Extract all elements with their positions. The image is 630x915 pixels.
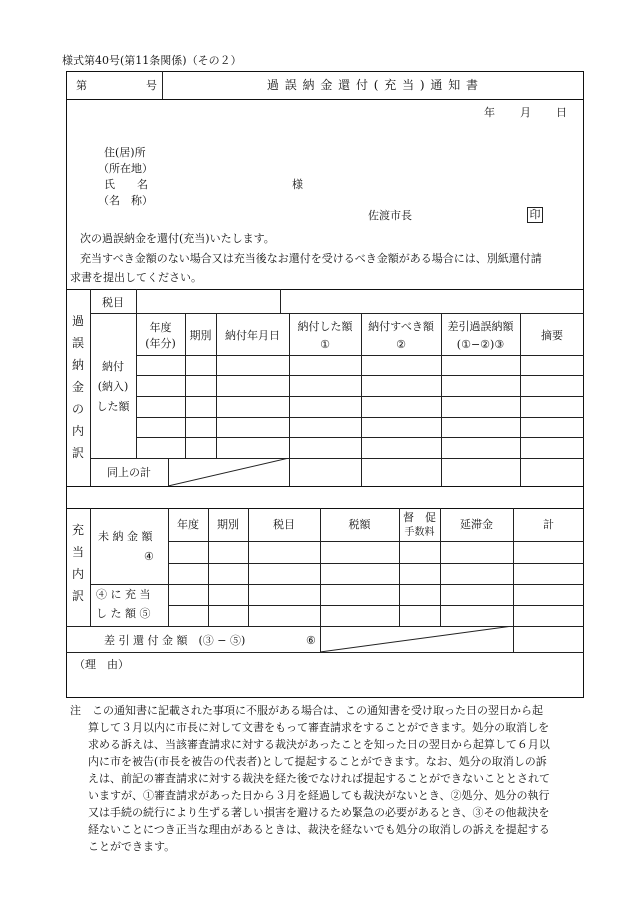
alloc-col-fee-1: 督 促 xyxy=(403,511,436,524)
notice-line-9: ことができます。 xyxy=(88,840,176,853)
col-year-2: (年分) xyxy=(145,337,176,350)
number-suffix: 号 xyxy=(146,79,157,92)
alloc-col-tax-item: 税目 xyxy=(273,518,295,531)
alloc-label-2: し た 額 ⑤ xyxy=(96,607,151,620)
alloc-col-year: 年度 xyxy=(177,518,199,531)
paid-label-2: (納入) xyxy=(97,380,129,393)
notice-line-5: えは、前記の審査請求に対する裁決を経た後でなければ提起することができないこととされて xyxy=(88,772,550,785)
entity-label: （名 称） xyxy=(98,194,153,207)
col-pay-date: 納付年月日 xyxy=(225,329,280,342)
overpayment-side-label: 過誤納金の内訳 xyxy=(71,314,84,460)
body-line-2a: 充当すべき金額のない場合又は充当後なお還付を受けるべき金額がある場合には、別紙還付請 xyxy=(80,252,542,265)
address-label: 住(居)所 xyxy=(104,146,146,159)
notice-line-3: 求める訴えは、当該審査請求に対する裁決があったことを知った日の翌日から起算して６月以 xyxy=(88,738,550,751)
form-title: 過 誤 納 金 還 付 ( 充 当 ) 通 知 書 xyxy=(266,78,480,92)
col-diff-1: 差引過誤納額 xyxy=(447,320,514,333)
unpaid-label-2: ④ xyxy=(144,550,154,563)
body-line-2b: 求書を提出してください。 xyxy=(70,271,202,284)
net-refund-mark: ⑥ xyxy=(306,634,316,647)
reason-label: （理 由） xyxy=(74,658,129,671)
number-prefix: 第 xyxy=(76,79,87,92)
notice-line-7: 又は手続の続行により生ずる著しい損害を避けるため緊急の必要があるとき、③その他裁決を xyxy=(88,806,550,819)
alloc-col-fee-2: 手数料 xyxy=(404,527,435,538)
col-year-1: 年度 xyxy=(149,321,172,334)
alloc-col-tax-amount: 税額 xyxy=(348,518,371,531)
notice-line-6: いますが、①審査請求があった日から３月を経過しても裁決がないとき、②処分、処分の執行 xyxy=(88,789,550,802)
paid-label-3: した額 xyxy=(96,400,130,413)
notice-line-4: 内に市を被告(市長を被告の代表者)として提起することができます。なお、処分の取消しの訴 xyxy=(88,755,547,768)
appeal-notice xyxy=(70,702,580,855)
col-remarks: 摘要 xyxy=(541,329,563,342)
honorific: 様 xyxy=(292,178,303,191)
name-label: 氏 名 xyxy=(104,178,148,191)
net-refund-label: 差 引 還 付 金 額 (③ − ⑤) xyxy=(104,634,246,647)
alloc-label-1: ④ に 充 当 xyxy=(96,588,151,601)
notice-line-1: 注 この通知書に記載された事項に不服がある場合は、この通知書を受け取った日の翌日から起 xyxy=(70,704,543,717)
issuer-name: 佐渡市長 xyxy=(368,209,412,222)
seal-mark: 印 xyxy=(527,207,543,223)
alloc-col-late-fee: 延滞金 xyxy=(460,518,493,531)
col-period: 期別 xyxy=(189,329,212,342)
col-due-1: 納付すべき額 xyxy=(368,320,434,333)
paid-label-1: 納付 xyxy=(102,360,124,373)
body-line-1: 次の過誤納金を還付(充当)いたします。 xyxy=(80,232,275,245)
form-number-label: 様式第40号(第11条関係)（その２） xyxy=(62,54,242,67)
alloc-col-period: 期別 xyxy=(217,518,239,531)
date-month: 月 xyxy=(520,106,531,119)
date-year: 年 xyxy=(484,106,495,119)
date-day: 日 xyxy=(556,106,567,119)
subtotal-diagonal xyxy=(168,458,289,486)
location-label: （所在地） xyxy=(98,162,153,175)
col-paid-2: ① xyxy=(320,338,330,351)
subtotal-label: 同上の計 xyxy=(107,466,151,479)
overpayment-tax-item-label: 税目 xyxy=(102,296,124,309)
notice-line-2: 算して３月以内に市長に対して文書をもって審査請求をすることができます。処分の取消しを xyxy=(88,721,550,734)
notice-line-8: 経ないことにつき正当な理由があるときは、裁決を経ないでも処分の取消しの訴えを提起する xyxy=(88,823,550,836)
allocation-side-label: 充当内訳 xyxy=(71,523,84,603)
unpaid-label-1: 未 納 金 額 xyxy=(98,530,153,543)
net-refund-diagonal xyxy=(320,626,513,652)
col-due-2: ② xyxy=(396,338,406,351)
alloc-col-total: 計 xyxy=(543,518,554,531)
col-paid-1: 納付した額 xyxy=(297,320,353,333)
col-diff-2: (①−②)③ xyxy=(456,338,505,351)
